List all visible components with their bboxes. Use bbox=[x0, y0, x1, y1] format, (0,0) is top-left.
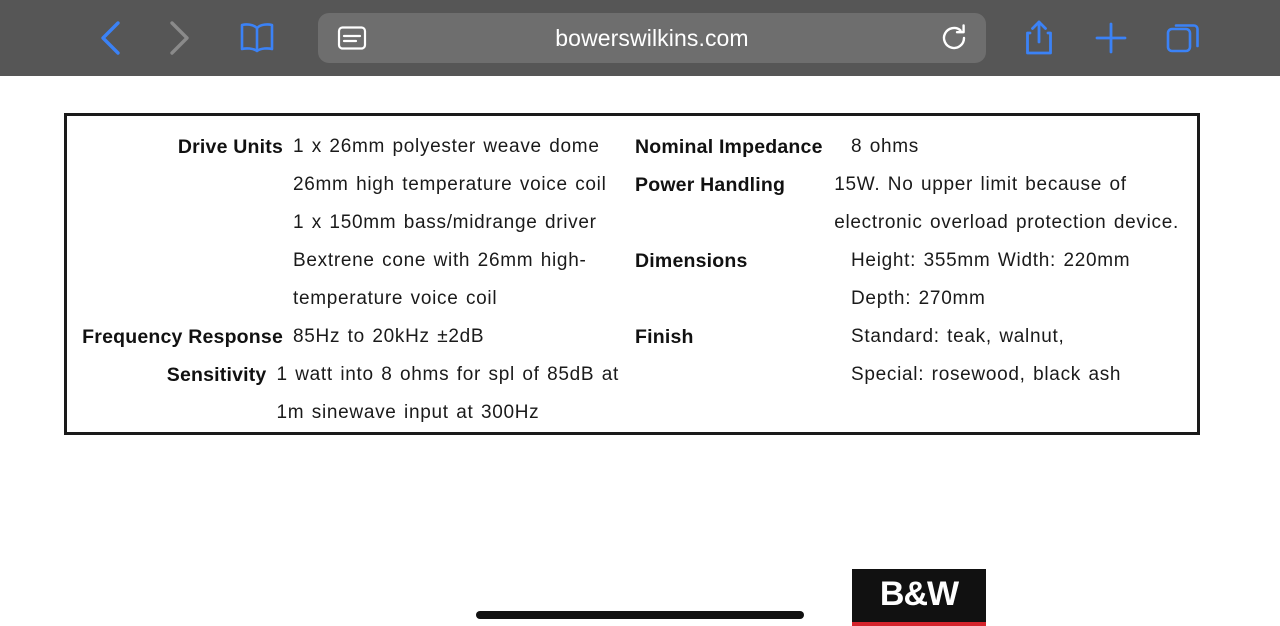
spec-label: Drive Units bbox=[177, 136, 283, 158]
spec-value-line: 26mm high temperature voice coil bbox=[293, 174, 607, 195]
spec-value-line: Bextrene cone with 26mm high- bbox=[293, 250, 587, 271]
chevron-left-icon bbox=[96, 19, 126, 57]
show-tabs-button[interactable] bbox=[1160, 15, 1206, 61]
spec-column-left bbox=[67, 128, 619, 432]
spec-value-line: electronic overload protection device. bbox=[834, 212, 1179, 233]
address-bar[interactable] bbox=[318, 13, 986, 63]
tabs-icon bbox=[1165, 20, 1201, 56]
spec-value-line: 15W. No upper limit because of bbox=[834, 174, 1127, 195]
share-button[interactable] bbox=[1016, 15, 1062, 61]
plus-icon bbox=[1093, 20, 1129, 56]
reader-view-icon[interactable] bbox=[334, 20, 370, 56]
spec-label: Finish bbox=[635, 326, 694, 348]
spec-label: Frequency Response bbox=[82, 326, 283, 348]
spec-value-line: 1 watt into 8 ohms for spl of 85dB at bbox=[276, 364, 619, 385]
spec-label: Power Handling bbox=[635, 174, 786, 196]
page-content bbox=[0, 76, 1280, 613]
spec-row bbox=[81, 318, 619, 356]
new-tab-button[interactable] bbox=[1088, 15, 1134, 61]
spec-value bbox=[851, 318, 1121, 394]
spec-value-line: Special: rosewood, black ash bbox=[851, 364, 1122, 385]
spec-value bbox=[276, 356, 619, 432]
spec-row bbox=[635, 242, 1179, 318]
spec-value bbox=[293, 318, 484, 356]
bookmarks-button[interactable] bbox=[234, 15, 280, 61]
spec-value-line: 85Hz to 20kHz ±2dB bbox=[293, 326, 485, 347]
spec-value-line: 1 x 150mm bass/midrange driver bbox=[293, 212, 597, 233]
url-text: bowerswilkins.com bbox=[555, 24, 749, 51]
spec-column-right bbox=[619, 128, 1179, 432]
specifications-table bbox=[64, 113, 1200, 435]
spec-value-line: 1 x 26mm polyester weave dome bbox=[293, 136, 600, 157]
spec-value-line: 1m sinewave input at 300Hz bbox=[276, 402, 540, 423]
spec-value bbox=[851, 128, 919, 166]
spec-label: Nominal Impedance bbox=[635, 136, 823, 158]
chevron-right-icon bbox=[164, 19, 194, 57]
spec-value-line: 8 ohms bbox=[851, 136, 920, 157]
spec-row bbox=[81, 356, 619, 432]
spec-value bbox=[851, 242, 1130, 318]
spec-row bbox=[635, 318, 1179, 394]
spec-row bbox=[81, 128, 619, 318]
home-indicator[interactable] bbox=[476, 611, 804, 619]
share-icon bbox=[1023, 19, 1055, 57]
spec-label: Sensitivity bbox=[166, 364, 267, 386]
book-icon bbox=[238, 21, 276, 55]
spec-value-line: Height: 355mm Width: 220mm bbox=[851, 250, 1131, 271]
back-button[interactable] bbox=[88, 15, 134, 61]
forward-button[interactable] bbox=[156, 15, 202, 61]
spec-value-line: Standard: teak, walnut, bbox=[851, 326, 1065, 347]
spec-row bbox=[635, 166, 1179, 242]
spec-value bbox=[293, 128, 607, 318]
reload-icon[interactable] bbox=[936, 20, 972, 56]
logo-text: B&W bbox=[879, 575, 959, 613]
spec-value-line: temperature voice coil bbox=[293, 288, 498, 309]
bowers-wilkins-logo bbox=[852, 569, 986, 626]
spec-value-line: Depth: 270mm bbox=[851, 288, 986, 309]
spec-value bbox=[834, 166, 1179, 242]
spec-label: Dimensions bbox=[635, 250, 748, 272]
browser-toolbar bbox=[0, 0, 1280, 76]
spec-row bbox=[635, 128, 1179, 166]
